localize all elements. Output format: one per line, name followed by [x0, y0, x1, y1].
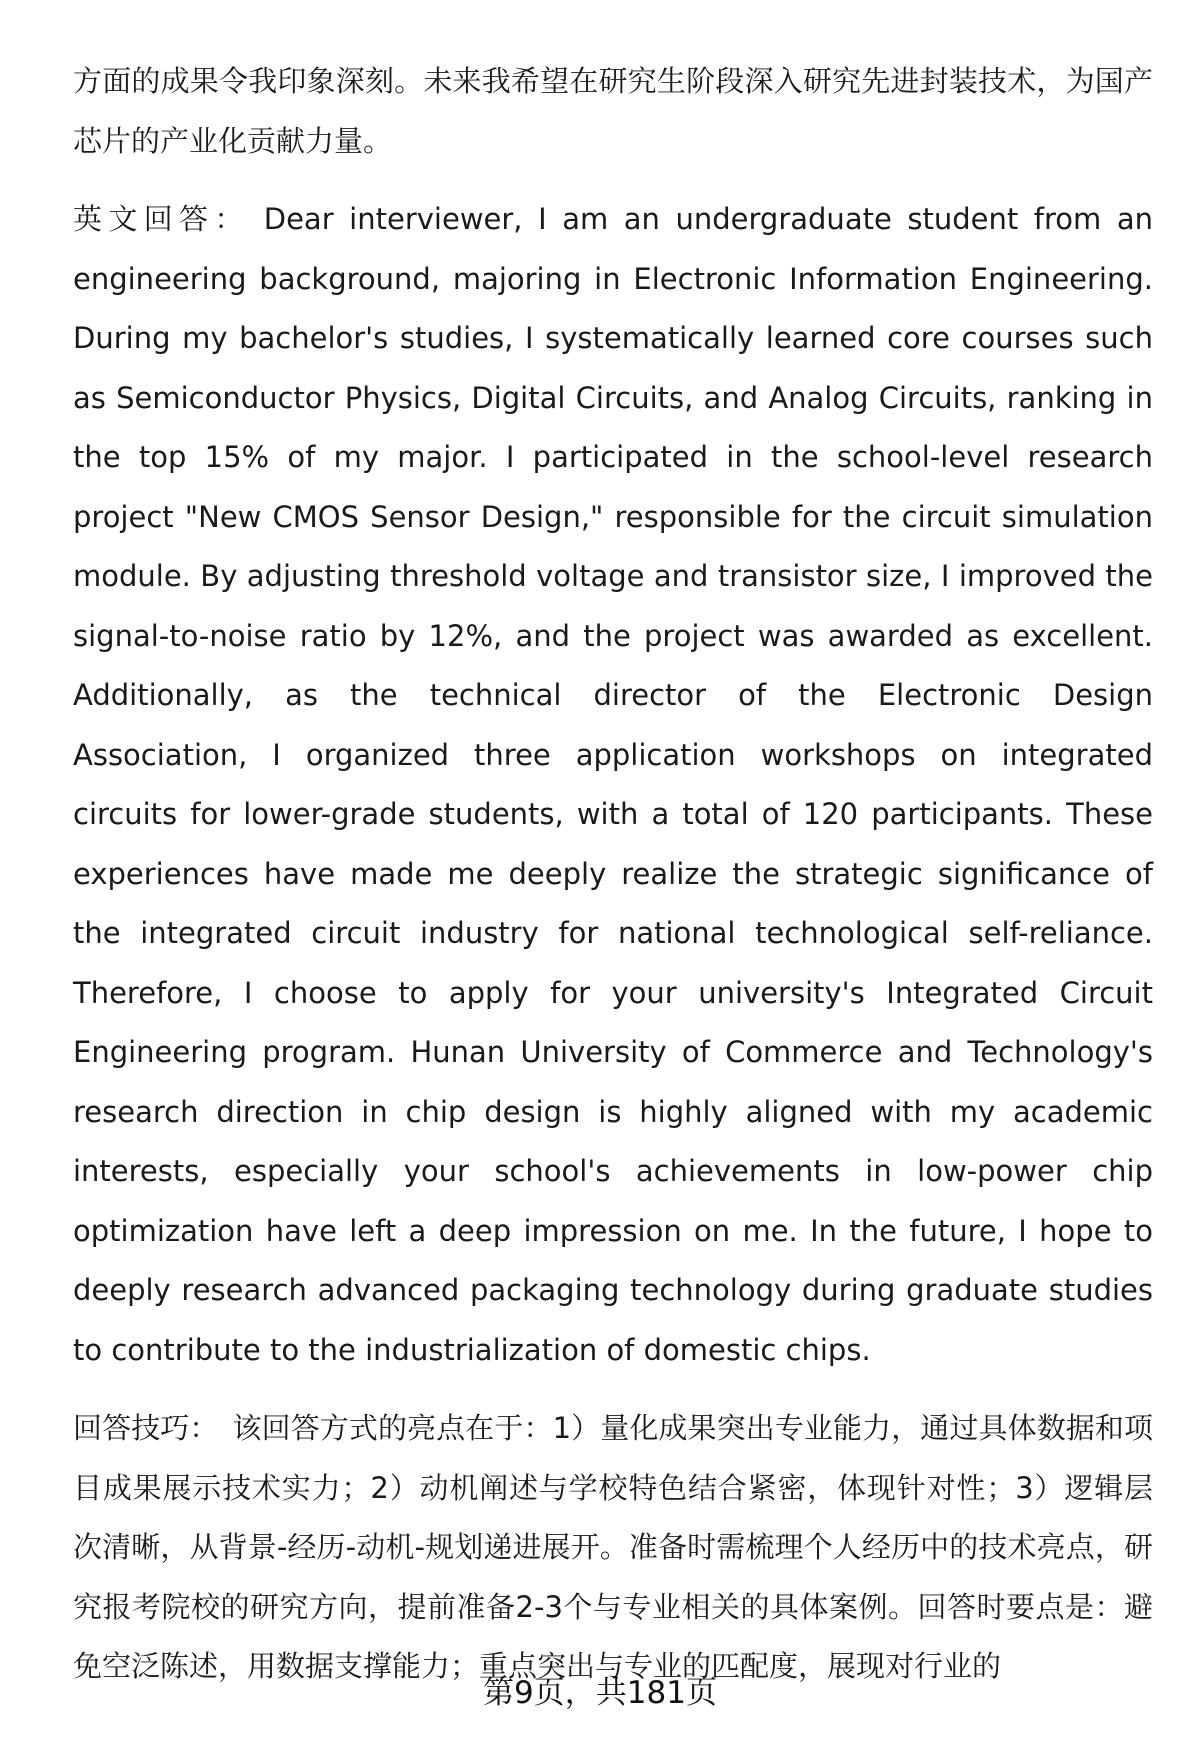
english-answer-label: 英文回答： [73, 202, 250, 236]
chinese-answer-tail: 方面的成果令我印象深刻。未来我希望在研究生阶段深入研究先进封装技术，为国产芯片的产业化贡献力量。 [73, 64, 1153, 158]
english-answer-paragraph [73, 190, 1153, 1380]
answer-tips-paragraph [73, 1399, 1153, 1697]
answer-tips-text: 该回答方式的亮点在于：1）量化成果突出专业能力，通过具体数据和项目成果展示技术实力；2）动机阐述与学校特色结合紧密，体现针对性；3）逻辑层次清晰，从背景-经历-动机-规划递进展开。准备时需梳理个人经历中的技术亮点，研究报考院校的研究方向，提前准备2-3个与专业相关的具体案例。回答时要点是：避免空泛陈述，用数据支撑能力；重点突出与专业的匹配度，展现对行业的 [73, 1411, 1153, 1683]
english-answer-text: Dear interviewer, I am an undergraduate student from an engineering background, majoring in Electronic Information Engineering. During my bachelor's studies, I systematically learned core courses such as Semiconductor Physics, Digital Circuits, and Analog Circuits, ranking in the top 15% of my major. I participated in the school-level research project "New CMOS Sensor Design," responsible for the circuit simulation module. By adjusting threshold voltage and transistor size, I improved the signal-to-noise ratio by 12%, and the project was awarded as excellent. Additionally, as the technical director of the Electronic Design Association, I organized three application workshops on integrated circuits for lower-grade students, with a total of 120 participants. These experiences have made me deeply realize the strategic significance of the integrated circuit industry for national technological self-reliance. Therefore, I choose to apply for your university's Integrated Circuit Engineering program. Hunan University of Commerce and Technology's research direction in chip design is highly aligned with my academic interests, especially your school's achievements in low-power chip optimization have left a deep impression on me. In the future, I hope to deeply research advanced packaging technology during graduate studies to contribute to the industrialization of domestic chips. [73, 202, 1153, 1367]
document-body [73, 52, 1153, 1697]
page-number-footer: 第9页，共181页 [483, 1675, 717, 1711]
answer-tips-label: 回答技巧： [73, 1411, 219, 1445]
